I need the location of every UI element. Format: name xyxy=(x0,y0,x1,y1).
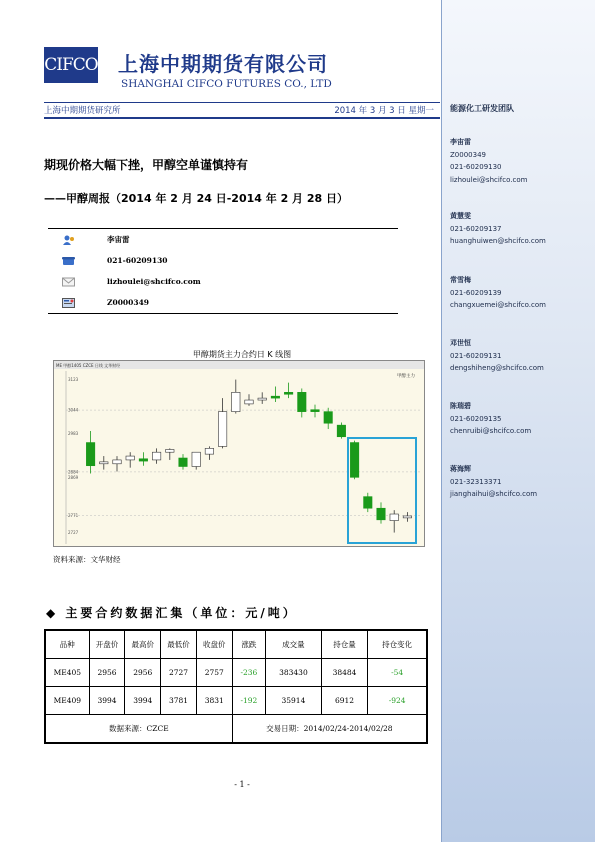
analyst-email[interactable]: huanghuiwen@shcifco.com xyxy=(450,237,546,245)
candle xyxy=(298,388,306,417)
table-source: 数据来源：CZCE xyxy=(45,715,232,744)
table-cell: 6912 xyxy=(321,687,368,715)
candle xyxy=(311,405,319,418)
col-header: 收盘价 xyxy=(196,630,232,659)
analyst-name: 邓世恒 xyxy=(450,339,471,347)
table-cell: 3831 xyxy=(196,687,232,715)
table-cell: 2757 xyxy=(196,659,232,687)
candle-body xyxy=(245,400,253,404)
candle-body xyxy=(232,392,240,411)
candle xyxy=(205,446,213,460)
report-subtitle: ——甲醇周报（2014 年 2 月 24 日-2014 年 2 月 28 日） xyxy=(44,192,349,205)
candle-body xyxy=(218,412,226,447)
analyst-phone: 021-60209131 xyxy=(450,351,502,360)
candle xyxy=(350,441,358,480)
contact-name: 李宙雷 xyxy=(107,235,130,244)
candle xyxy=(113,456,121,471)
candle-body xyxy=(311,410,319,412)
candle-body xyxy=(86,443,94,466)
table-cell: ME405 xyxy=(45,659,89,687)
candle xyxy=(364,493,372,512)
candle-body xyxy=(324,412,332,424)
candle-body xyxy=(152,452,160,460)
col-header: 涨跌 xyxy=(232,630,265,659)
contact-cert: Z0000349 xyxy=(107,298,150,307)
candle xyxy=(403,512,411,522)
candle-body xyxy=(179,458,187,467)
analyst-card xyxy=(450,337,544,375)
table-cell: -54 xyxy=(368,659,427,687)
table-row xyxy=(45,659,427,687)
phone-icon xyxy=(62,256,75,266)
chart-toolbar-text: ME 甲醇1405 CZCE 日线 文华财经 xyxy=(56,363,121,368)
price-label: 2771 xyxy=(68,513,79,519)
contact-email[interactable]: lizhoulei@shcifco.com xyxy=(107,277,201,286)
analyst-phone: 021-60209139 xyxy=(450,288,502,297)
candle xyxy=(324,408,332,429)
chart-corner-label: 甲醇主力 xyxy=(397,374,415,379)
price-label: 2869 xyxy=(68,475,79,481)
certificate-icon xyxy=(62,298,75,308)
candle-body xyxy=(390,514,398,521)
chart-title: 甲醇期货主力合约日 K 线图 xyxy=(192,350,292,359)
page-number: - 1 - xyxy=(234,780,250,789)
table-footer-row xyxy=(45,715,427,744)
table-cell: -192 xyxy=(232,687,265,715)
candle xyxy=(271,387,279,402)
contact-name-row xyxy=(62,234,130,245)
analyst-phone: 021-60209137 xyxy=(450,224,502,233)
analyst-email[interactable]: lizhoulei@shcifco.com xyxy=(450,175,528,184)
analyst-name: 李宙雷 xyxy=(450,138,471,146)
candle-body xyxy=(113,460,121,464)
table-cell: ME409 xyxy=(45,687,89,715)
price-label: 2983 xyxy=(68,431,79,437)
candle-body xyxy=(192,452,200,466)
divider xyxy=(48,228,398,229)
company-name-en: SHANGHAI CIFCO FUTURES CO., LTD xyxy=(121,78,332,90)
analyst-card xyxy=(450,400,531,438)
analyst-name: 蒋海辉 xyxy=(450,465,471,473)
price-label: 2727 xyxy=(68,530,79,536)
candle xyxy=(179,454,187,469)
col-header: 最低价 xyxy=(161,630,197,659)
analyst-cert: Z0000349 xyxy=(450,150,486,159)
analyst-email[interactable]: dengshiheng@shcifco.com xyxy=(450,364,544,372)
price-label: 3123 xyxy=(68,377,79,383)
analyst-phone: 021-60209135 xyxy=(450,414,502,423)
candle xyxy=(86,431,94,474)
analyst-card xyxy=(450,463,537,501)
col-header: 最高价 xyxy=(125,630,161,659)
analyst-name: 常雪梅 xyxy=(450,276,471,284)
col-header: 品种 xyxy=(45,630,89,659)
analyst-card xyxy=(450,210,546,248)
analyst-name: 黄慧雯 xyxy=(450,212,471,220)
candle xyxy=(100,456,108,470)
table-cell: 3781 xyxy=(161,687,197,715)
candle-body xyxy=(258,398,266,400)
table-cell: 383430 xyxy=(266,659,322,687)
kline-chart-svg xyxy=(54,361,424,546)
candle-body xyxy=(337,425,345,437)
analyst-card xyxy=(450,136,527,186)
table-date-range: 交易日期：2014/02/24-2014/02/28 xyxy=(232,715,427,744)
candle xyxy=(377,502,385,523)
table-header-row xyxy=(45,630,427,659)
candle-body xyxy=(100,462,108,464)
table-cell: 38484 xyxy=(321,659,368,687)
kline-chart xyxy=(53,360,425,547)
report-date: 2014 年 3 月 3 日 星期一 xyxy=(334,106,434,116)
price-label: 3044 xyxy=(68,407,79,413)
candle xyxy=(284,383,292,398)
table-cell: -236 xyxy=(232,659,265,687)
candle xyxy=(192,452,200,469)
price-label: 2884 xyxy=(68,469,79,475)
table-cell: 3994 xyxy=(125,687,161,715)
candle xyxy=(337,422,345,438)
report-title: 期现价格大幅下挫，甲醇空单谨慎持有 xyxy=(44,158,249,172)
section-title: ◆ 主要合约数据汇集（单位：元/吨） xyxy=(46,606,298,620)
email-icon xyxy=(62,277,75,287)
candle-body xyxy=(403,516,411,518)
candle xyxy=(218,398,226,448)
contact-email-row xyxy=(62,277,201,287)
candle-body xyxy=(350,443,358,478)
analyst-name: 陈瑞碧 xyxy=(450,402,471,410)
dept-name: 上海中期期货研究所 xyxy=(44,106,121,116)
col-header: 持仓变化 xyxy=(368,630,427,659)
col-header: 持仓量 xyxy=(321,630,368,659)
candle xyxy=(232,380,240,414)
contact-phone-row xyxy=(62,256,168,266)
candle xyxy=(126,452,134,467)
contact-cert-row xyxy=(62,298,149,308)
candle-body xyxy=(284,392,292,394)
table-row xyxy=(45,687,427,715)
contact-phone: 021-60209130 xyxy=(107,256,168,265)
company-logo: CIFCO xyxy=(44,47,98,83)
company-name-cn: 上海中期期货有限公司 xyxy=(118,52,328,76)
candle-body xyxy=(139,459,147,461)
analyst-phone: 021-32313371 xyxy=(450,477,502,486)
table-cell: 35914 xyxy=(266,687,322,715)
header-bar xyxy=(44,102,440,119)
candle xyxy=(245,394,253,406)
candle-body xyxy=(271,396,279,398)
candle xyxy=(390,510,398,532)
candle-body xyxy=(298,392,306,411)
candle-body xyxy=(364,497,372,509)
candle-body xyxy=(126,456,134,460)
candle xyxy=(152,448,160,463)
analyst-phone: 021-60209130 xyxy=(450,163,502,171)
table-cell: 2956 xyxy=(89,659,125,687)
col-header: 成交量 xyxy=(266,630,322,659)
divider xyxy=(48,313,398,314)
table-cell: 2727 xyxy=(161,659,197,687)
candle xyxy=(139,452,147,466)
team-title: 能源化工研发团队 xyxy=(450,104,514,113)
candle xyxy=(258,392,266,404)
analyst-card xyxy=(450,274,546,312)
user-icon xyxy=(62,235,75,245)
candle-body xyxy=(377,508,385,520)
candle-body xyxy=(166,450,174,453)
table-cell: 3994 xyxy=(89,687,125,715)
candle-body xyxy=(205,448,213,454)
candle xyxy=(166,448,174,460)
analyst-email[interactable]: jianghaihui@shcifco.com xyxy=(450,490,538,498)
table-cell: -924 xyxy=(368,687,427,715)
col-header: 开盘价 xyxy=(89,630,125,659)
analyst-email[interactable]: chenruibi@shcifco.com xyxy=(450,427,532,435)
chart-source: 资料来源：文华财经 xyxy=(53,555,121,564)
analyst-email[interactable]: changxuemei@shcifco.com xyxy=(450,301,546,309)
contract-data-table xyxy=(44,629,428,744)
table-cell: 2956 xyxy=(125,659,161,687)
